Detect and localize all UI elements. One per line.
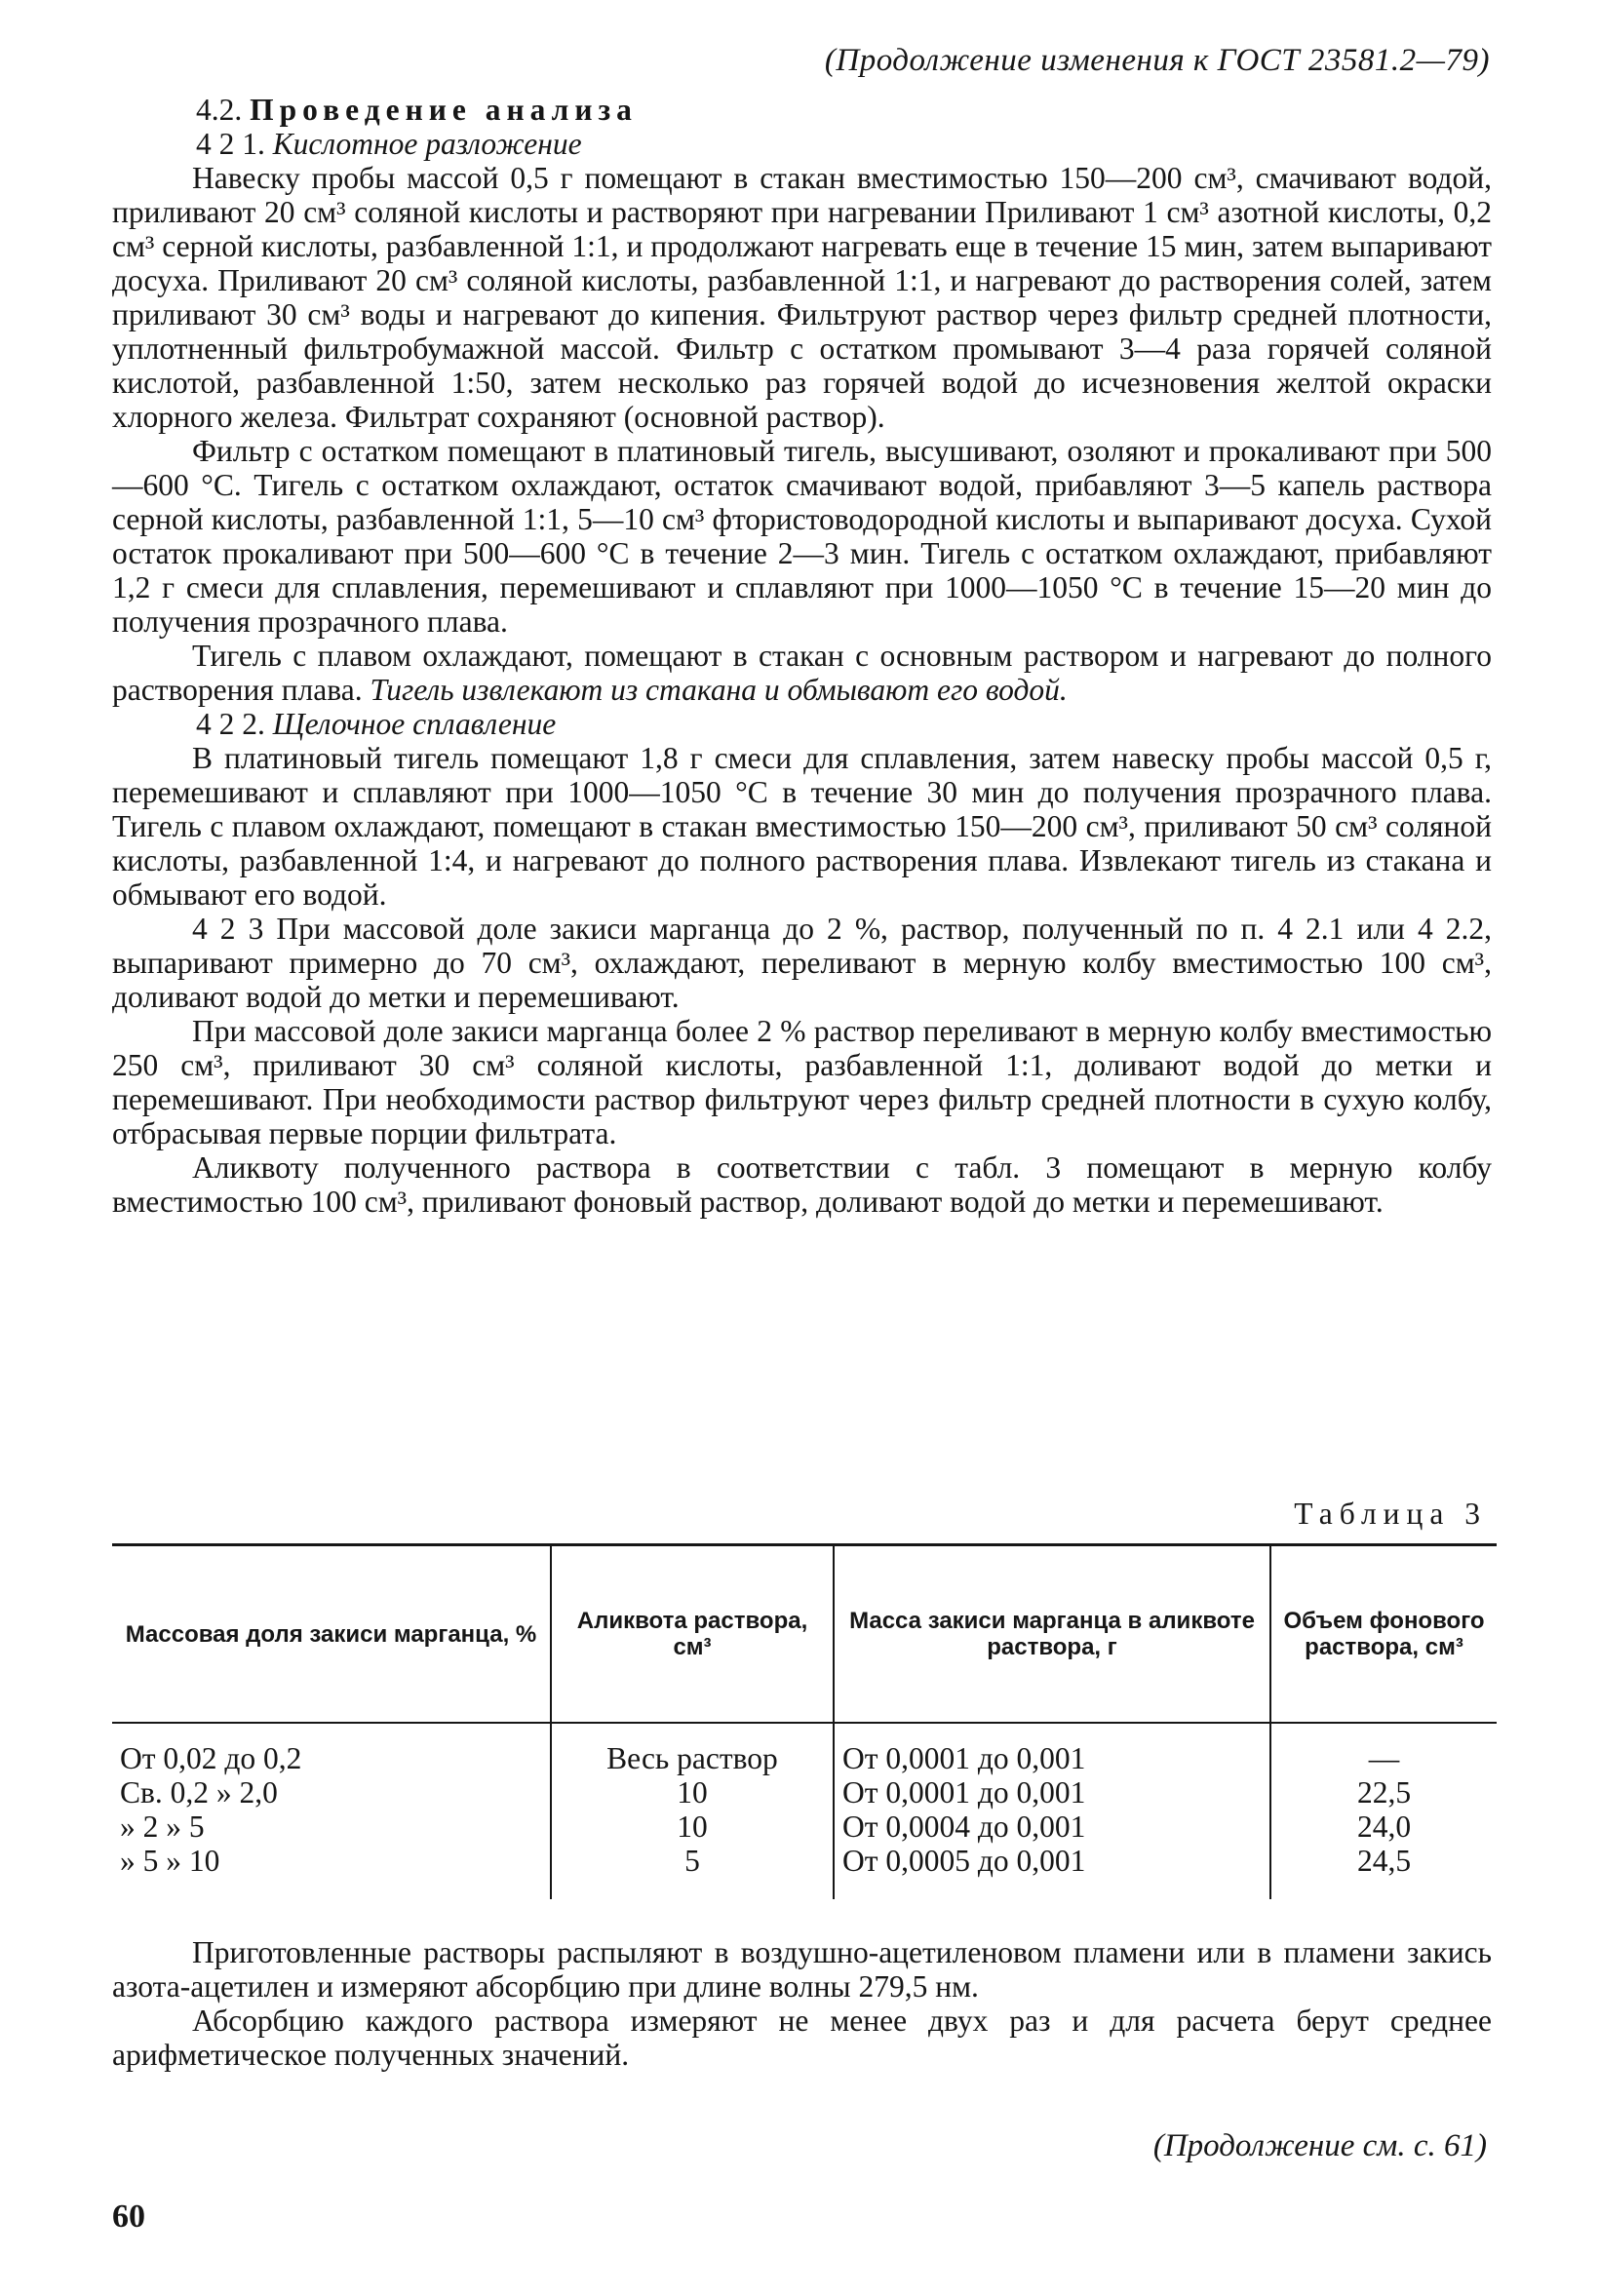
table-cell: 22,5 (1270, 1775, 1497, 1810)
subsection-heading-alkaline (112, 707, 1492, 741)
paragraph: Абсорбцию каждого раствора измеряют не менее двух раз и для расчета берут среднее арифметическое полученных значений. (112, 2004, 1492, 2072)
table-cell: От 0,0001 до 0,001 (834, 1723, 1270, 1775)
table-cell: 5 (551, 1844, 834, 1899)
data-table (112, 1543, 1497, 1899)
paragraph-part: Тигель с плавом охлаждают, помещают в стакан с основным раствором и нагревают до полного растворения плава. (112, 639, 1492, 707)
paragraph: Аликвоту полученного раствора в соответствии с табл. 3 помещают в мерную колбу вместимостью 100 см³, приливают фоновый раствор, доливают водой до метки и перемешивают. (112, 1150, 1492, 1219)
continuation-footer: (Продолжение см. с. 61) (1152, 2128, 1487, 2163)
table-header-row (112, 1545, 1497, 1724)
table-cell: — (1270, 1723, 1497, 1775)
section-heading (112, 93, 1492, 127)
table-caption: Таблица 3 (1294, 1497, 1487, 1531)
table-cell: От 0,0004 до 0,001 (834, 1810, 1270, 1844)
subsection-number: 4 2 1. (196, 127, 265, 161)
subsection-number: 4 2 2. (196, 707, 265, 741)
main-text (112, 93, 1492, 1219)
section-number: 4.2. (196, 93, 243, 127)
paragraph: Навеску пробы массой 0,5 г помещают в стакан вместимостью 150—200 см³, смачивают водой, приливают 20 см³ соляной кислоты и растворяют при нагревании Приливают 1 см³ азотной кислоты, 0,2 см³ серной кислоты, разбавленной 1:1, и продолжают нагревать еще в течение 15 мин, затем выпаривают досуха. Приливают 20 см³ соляной кислоты, разбавленной 1:1, и нагревают до растворения солей, затем приливают 30 см³ воды и нагревают до кипения. Фильтруют раствор через фильтр средней плотности, уплотненный фильтробумажной массой. Фильтр с остатком промывают 3—4 раза горячей соляной кислотой, разбавленной 1:50, затем несколько раз горячей водой до исчезновения желтой окраски хлорного железа. Фильтрат сохраняют (основной раствор). (112, 161, 1492, 434)
table-cell: 24,0 (1270, 1810, 1497, 1844)
table-cell: 10 (551, 1775, 834, 1810)
subsection-title: Щелочное сплавление (272, 707, 557, 741)
table-cell: Св. 0,2 » 2,0 (120, 1775, 278, 1810)
table-cell: Весь раствор (551, 1723, 834, 1775)
table-header-cell: Масса закиси марганца в аликвоте раствора, г (834, 1545, 1270, 1724)
paragraph: Приготовленные растворы распыляют в воздушно-ацетиленовом пламени или в пламени закись азота-ацетилен и измеряют абсорбцию при длине волны 279,5 нм. (112, 1935, 1492, 2004)
paragraph: 4 2 3 При массовой доле закиси марганца до 2 %, раствор, полученный по п. 4 2.1 или 4 2.2, выпаривают примерно до 70 см³, охлаждают, переливают в мерную колбу вместимостью 100 см³, доливают водой до метки и перемешивают. (112, 912, 1492, 1014)
after-table-text (112, 1935, 1492, 2072)
table-cell: От 0,02 до 0,2 (120, 1741, 302, 1775)
paragraph: В платиновый тигель помещают 1,8 г смеси для сплавления, затем навеску пробы массой 0,5 г, перемешивают и сплавляют при 1000—1050 °С в течение 30 мин до получения прозрачного плава. Тигель с плавом охлаждают, помещают в стакан вместимостью 150—200 см³, приливают 50 см³ соляной кислоты, разбавленной 1:4, и нагревают до полного растворения плава. Извлекают тигель из стакана и обмывают его водой. (112, 741, 1492, 912)
paragraph (112, 639, 1492, 707)
subsection-title: Кислотное разложение (272, 127, 582, 161)
table-row (112, 1723, 1497, 1775)
page-number: 60 (112, 2199, 145, 2235)
table-row (112, 1844, 1497, 1899)
table-row (112, 1775, 1497, 1810)
table-cell: От 0,0005 до 0,001 (834, 1844, 1270, 1899)
table-cell: 24,5 (1270, 1844, 1497, 1899)
table-header-cell: Аликвота раствора, см³ (551, 1545, 834, 1724)
table-header-cell: Массовая доля закиси марганца, % (112, 1545, 551, 1724)
table-cell: » 5 » 10 (120, 1844, 220, 1878)
section-title: Проведение анализа (250, 93, 638, 127)
table-cell: » 2 » 5 (120, 1810, 205, 1844)
table-cell: От 0,0001 до 0,001 (834, 1775, 1270, 1810)
table-row (112, 1810, 1497, 1844)
paragraph: Фильтр с остатком помещают в платиновый тигель, высушивают, озоляют и прокаливают при 500—600 °С. Тигель с остатком охлаждают, остаток смачивают водой, прибавляют 3—5 капель раствора серной кислоты, разбавленной 1:1, 5—10 см³ фтористоводородной кислоты и выпаривают досуха. Сухой остаток прокаливают при 500—600 °С в течение 2—3 мин. Тигель с остатком охлаждают, прибавляют 1,2 г смеси для сплавления, перемешивают и сплавляют при 1000—1050 °С в течение 15—20 мин до получения прозрачного плава. (112, 434, 1492, 639)
paragraph-part-italic: Тигель извлекают из стакана и обмывают его водой. (370, 673, 1068, 707)
paragraph: При массовой доле закиси марганца более 2 % раствор переливают в мерную колбу вместимостью 250 см³, приливают 30 см³ соляной кислоты, разбавленной 1:1, доливают водой до метки и перемешивают. При необходимости раствор фильтруют через фильтр средней плотности в сухую колбу, отбрасывая первые порции фильтрата. (112, 1014, 1492, 1150)
table-header-cell: Объем фонового раствора, см³ (1270, 1545, 1497, 1724)
table-cell: 10 (551, 1810, 834, 1844)
continuation-header: (Продолжение изменения к ГОСТ 23581.2—79) (824, 43, 1490, 78)
subsection-heading-acid (112, 127, 1492, 161)
